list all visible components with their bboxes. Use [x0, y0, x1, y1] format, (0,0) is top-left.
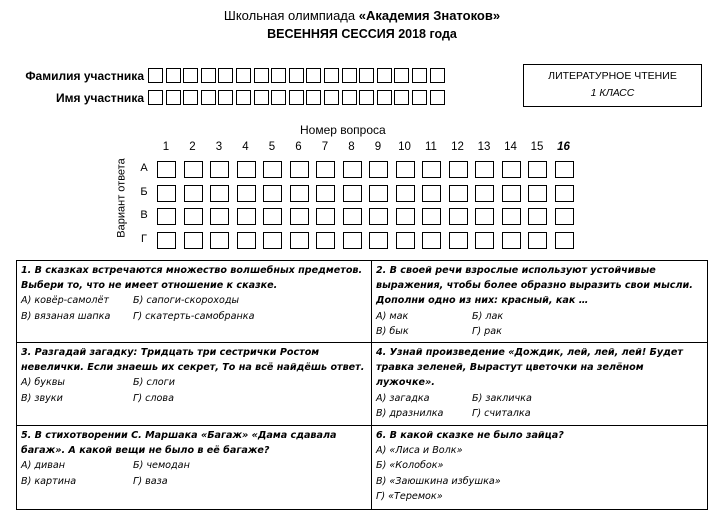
answer-cell[interactable]	[369, 208, 388, 225]
question-card	[17, 261, 372, 343]
letter-cell[interactable]	[324, 68, 339, 83]
answer-cell[interactable]	[157, 161, 176, 178]
answer-cell[interactable]	[475, 161, 494, 178]
answer-cell[interactable]	[422, 185, 441, 202]
subject-box	[523, 64, 702, 107]
answer-cell[interactable]	[528, 185, 547, 202]
question-number: 15	[530, 141, 544, 153]
answer-cell[interactable]	[237, 232, 256, 249]
answer-cell[interactable]	[555, 161, 574, 178]
letter-cell[interactable]	[412, 68, 427, 83]
letter-cell[interactable]	[201, 90, 216, 105]
answer-option[interactable]: Г) рак	[472, 325, 502, 337]
answer-cell[interactable]	[449, 161, 468, 178]
answer-cell[interactable]	[422, 208, 441, 225]
letter-cell[interactable]	[148, 90, 163, 105]
letter-cell[interactable]	[166, 90, 181, 105]
letter-cell[interactable]	[218, 90, 233, 105]
answer-cell[interactable]	[157, 185, 176, 202]
letter-cell[interactable]	[148, 68, 163, 83]
answer-cell[interactable]	[290, 208, 309, 225]
answer-variant-letter: А	[140, 162, 148, 174]
answer-variant-letter: В	[140, 209, 148, 221]
answer-cell[interactable]	[528, 232, 547, 249]
letter-cell[interactable]	[166, 68, 181, 83]
grade-label: 1 КЛАСС	[590, 87, 635, 99]
letter-cell[interactable]	[218, 68, 233, 83]
answer-option[interactable]: Б) «Колобок»	[376, 460, 444, 472]
answer-option[interactable]: В) вязаная шапка	[21, 310, 111, 322]
answer-cell[interactable]	[290, 161, 309, 178]
answer-option[interactable]: В) картина	[21, 475, 77, 487]
letter-cell[interactable]	[430, 90, 445, 105]
answer-cell[interactable]	[396, 185, 415, 202]
answer-cell[interactable]	[369, 161, 388, 178]
answer-variant-letter: Б	[140, 185, 148, 198]
question-number: 6	[295, 141, 302, 153]
question-card	[372, 261, 708, 343]
letter-cell[interactable]	[342, 68, 357, 83]
answer-cell[interactable]	[422, 161, 441, 178]
answer-cell[interactable]	[422, 232, 441, 249]
answer-option[interactable]: Г) «Теремок»	[376, 490, 443, 502]
answer-cell[interactable]	[528, 161, 547, 178]
answer-option[interactable]: А) буквы	[21, 377, 65, 389]
question-number: 10	[398, 141, 411, 153]
question-number: 16	[557, 141, 570, 153]
question-card	[17, 426, 372, 510]
answer-cell[interactable]	[237, 208, 256, 225]
answer-cell[interactable]	[475, 232, 494, 249]
question-card	[372, 426, 708, 510]
answer-cell[interactable]	[369, 185, 388, 202]
answer-cell[interactable]	[157, 208, 176, 225]
answer-grid	[133, 141, 573, 253]
answer-cell[interactable]	[184, 185, 203, 202]
answer-option[interactable]: А) диван	[21, 460, 66, 472]
answer-cell[interactable]	[316, 208, 335, 225]
answer-cell[interactable]	[449, 232, 468, 249]
question-text: 5. В стихотворении С. Маршака «Багаж» «Дама сдавала багаж». А какой вещи не было в её багаже?	[21, 430, 337, 457]
answer-option[interactable]: В) звуки	[21, 392, 63, 404]
answer-options	[21, 375, 367, 405]
question-text: 3. Разгадай загадку: Тридцать три сестрички Ростом невелички. Если знаешь их секрет, То на всё найдёшь ответ.	[21, 347, 365, 374]
answer-cell[interactable]	[396, 232, 415, 249]
answer-cell[interactable]	[475, 208, 494, 225]
answer-option[interactable]: Б) лак	[472, 310, 504, 322]
question-text: 2. В своей речи взрослые используют устойчивые выражения, чтобы более образно выразить свои мысли. Дополни одно из них: красный, как …	[376, 265, 693, 307]
letter-cell[interactable]	[342, 90, 357, 105]
letter-cell[interactable]	[430, 68, 445, 83]
answer-cell[interactable]	[263, 232, 282, 249]
answer-cell[interactable]	[449, 208, 468, 225]
answer-variant-text: Вариант ответа	[116, 157, 128, 238]
question-number: 4	[242, 141, 249, 153]
letter-cell[interactable]	[183, 90, 198, 105]
question-number: 2	[189, 141, 196, 153]
question-number: 9	[374, 141, 382, 153]
answer-option[interactable]: В) бык	[376, 325, 409, 337]
answer-option[interactable]: Г) скатерть-самобранка	[133, 310, 255, 322]
answer-cell[interactable]	[502, 232, 521, 249]
answer-option[interactable]: А) мак	[376, 310, 409, 322]
answer-cell[interactable]	[502, 185, 521, 202]
answer-options	[376, 309, 703, 339]
answer-cell[interactable]	[184, 232, 203, 249]
answer-cell[interactable]	[555, 208, 574, 225]
letter-cell[interactable]	[377, 68, 392, 83]
answer-cell[interactable]	[343, 208, 362, 225]
letter-cell[interactable]	[412, 90, 427, 105]
answer-cell[interactable]	[263, 161, 282, 178]
answer-cell[interactable]	[555, 232, 574, 249]
answer-options	[21, 458, 367, 488]
answer-option[interactable]: В) «Заюшкина избушка»	[376, 475, 501, 487]
questions-table	[16, 260, 708, 510]
answer-option[interactable]: А) «Лиса и Волк»	[376, 445, 463, 457]
olympiad-title	[0, 8, 724, 23]
question-number: 14	[504, 141, 517, 153]
answer-variant-label	[112, 150, 132, 245]
answer-options	[21, 293, 367, 323]
question-card	[372, 343, 708, 426]
question-text: 1. В сказках встречаются множество волшебных предметов. Выбери то, что не имеет отношение к сказке.	[21, 265, 363, 292]
answer-option[interactable]: Б) сапоги-скороходы	[133, 295, 240, 307]
surname-field[interactable]	[148, 68, 447, 83]
answer-cell[interactable]	[475, 185, 494, 202]
name-label: Имя участника	[55, 91, 144, 105]
letter-cell[interactable]	[236, 68, 251, 83]
answer-cell[interactable]	[343, 185, 362, 202]
answer-variant-letter: Г	[141, 232, 147, 245]
question-card	[17, 343, 372, 426]
letter-cell[interactable]	[254, 90, 269, 105]
answer-cell[interactable]	[316, 185, 335, 202]
answer-cell[interactable]	[528, 208, 547, 225]
letter-cell[interactable]	[271, 90, 286, 105]
answer-cell[interactable]	[210, 208, 229, 225]
olympiad-name: «Академия Знатоков»	[358, 8, 501, 23]
answer-cell[interactable]	[290, 232, 309, 249]
answer-option[interactable]: Б) закличка	[472, 392, 532, 404]
letter-cell[interactable]	[394, 68, 409, 83]
session-title: ВЕСЕННЯЯ СЕССИЯ 2018 года	[267, 27, 457, 41]
answer-cell[interactable]	[237, 161, 256, 178]
answer-cell[interactable]	[449, 185, 468, 202]
answer-cell[interactable]	[157, 232, 176, 249]
answer-cell[interactable]	[184, 208, 203, 225]
answer-option[interactable]: Б) слоги	[133, 377, 175, 389]
question-number: 3	[215, 141, 223, 153]
answer-option[interactable]: Б) чемодан	[133, 460, 190, 472]
letter-cell[interactable]	[289, 68, 304, 83]
letter-cell[interactable]	[289, 90, 304, 105]
answer-options	[376, 443, 703, 504]
letter-cell[interactable]	[359, 68, 374, 83]
letter-cell[interactable]	[306, 90, 321, 105]
answer-cell[interactable]	[210, 185, 229, 202]
letter-cell[interactable]	[183, 68, 198, 83]
question-number: 7	[321, 141, 329, 153]
answer-cell[interactable]	[316, 161, 335, 178]
question-text: 4. Узнай произведение «Дождик, лей, лей, лей! Будет травка зеленей, Вырастут цветочки на зелёном лужочке».	[376, 347, 683, 389]
answer-grid-title: Номер вопроса	[300, 123, 386, 137]
answer-cell[interactable]	[263, 185, 282, 202]
answer-option[interactable]: А) ковёр-самолёт	[21, 295, 110, 307]
answer-cell[interactable]	[237, 185, 256, 202]
answer-cell[interactable]	[290, 185, 309, 202]
letter-cell[interactable]	[324, 90, 339, 105]
name-field[interactable]	[148, 90, 447, 105]
answer-cell[interactable]	[263, 208, 282, 225]
answer-cell[interactable]	[555, 185, 574, 202]
answer-cell[interactable]	[343, 232, 362, 249]
answer-options	[376, 391, 703, 421]
letter-cell[interactable]	[254, 68, 269, 83]
question-number: 1	[162, 141, 170, 153]
answer-option[interactable]: Г) слова	[133, 392, 174, 404]
letter-cell[interactable]	[201, 68, 216, 83]
answer-cell[interactable]	[210, 232, 229, 249]
letter-cell[interactable]	[359, 90, 374, 105]
letter-cell[interactable]	[236, 90, 251, 105]
question-number: 11	[425, 141, 437, 153]
subject-title: ЛИТЕРАТУРНОЕ ЧТЕНИЕ	[548, 70, 677, 82]
answer-cell[interactable]	[502, 208, 521, 225]
answer-option[interactable]: В) дразнилка	[376, 407, 444, 419]
answer-option[interactable]: Г) ваза	[133, 475, 168, 487]
answer-cell[interactable]	[369, 232, 388, 249]
answer-option[interactable]: А) загадка	[376, 392, 430, 404]
question-number: 8	[348, 141, 355, 153]
answer-cell[interactable]	[343, 161, 362, 178]
letter-cell[interactable]	[306, 68, 321, 83]
answer-cell[interactable]	[396, 208, 415, 225]
letter-cell[interactable]	[394, 90, 409, 105]
question-number: 12	[451, 141, 464, 153]
answer-option[interactable]: Г) считалка	[472, 407, 531, 419]
olympiad-title-prefix: Школьная олимпиада	[223, 8, 359, 23]
question-text: 6. В какой сказке не было зайца?	[376, 430, 564, 441]
answer-cell[interactable]	[316, 232, 335, 249]
question-number: 5	[268, 141, 276, 153]
letter-cell[interactable]	[271, 68, 286, 83]
answer-cell[interactable]	[502, 161, 521, 178]
letter-cell[interactable]	[377, 90, 392, 105]
answer-cell[interactable]	[184, 161, 203, 178]
answer-cell[interactable]	[210, 161, 229, 178]
surname-label: Фамилия участника	[25, 69, 144, 83]
question-number: 13	[477, 141, 491, 153]
answer-cell[interactable]	[396, 161, 415, 178]
